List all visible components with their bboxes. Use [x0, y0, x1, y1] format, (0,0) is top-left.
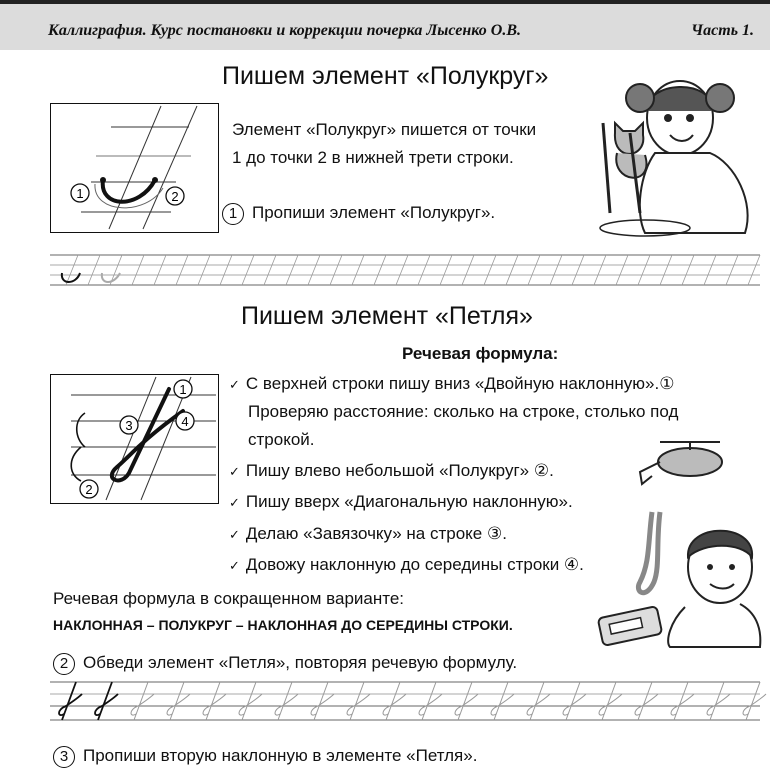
task2: [53, 648, 517, 677]
section1-title: Пишем элемент «Полукруг»: [222, 62, 549, 90]
formula-step-1: [229, 369, 674, 399]
task1-text: Пропиши элемент «Полукруг».: [252, 203, 496, 222]
formula-step-1-text: С верхней строки пишу вниз «Двойную наклонную».①: [245, 374, 675, 393]
short-formula-label: Речевая формула в сокращенном варианте:: [53, 589, 405, 608]
practice-line-1: [50, 253, 760, 287]
point-2-label: 2: [171, 189, 179, 204]
formula-step-2: [229, 456, 554, 486]
formula-step-5: [229, 550, 584, 580]
check-icon: ✓: [229, 558, 240, 573]
check-icon: ✓: [229, 495, 240, 510]
header-book-title: Каллиграфия. Курс постановки и коррекции почерка Лысенко О.В.: [48, 22, 521, 39]
check-icon: ✓: [229, 464, 240, 479]
formula-step-5-text: Довожу наклонную до середины строки ④.: [245, 555, 584, 574]
header-part: Часть 1.: [691, 22, 754, 39]
loop-diagram: [50, 374, 219, 504]
boy-with-helicopter-illustration: [590, 432, 765, 647]
loop-point-1: 1: [179, 382, 187, 397]
semicircle-diagram-drawing: [51, 104, 218, 232]
task3-number: 3: [53, 746, 75, 768]
formula-heading: Речевая формула:: [402, 344, 559, 363]
semicircle-description-2: 1 до точки 2 в нижней трети строки.: [232, 148, 514, 167]
formula-step-4-text: Делаю «Завязочку» на строке ③.: [245, 524, 507, 543]
loop-point-4: 4: [181, 414, 189, 429]
formula-step-3: [229, 487, 573, 517]
task2-text: Обведи элемент «Петля», повторяя речевую формулу.: [83, 653, 518, 672]
semicircle-diagram: [50, 103, 219, 233]
formula-step-1-cont: Проверяю расстояние: сколько на строке, столько под: [248, 402, 679, 421]
short-formula: НАКЛОННАЯ – ПОЛУКРУГ – НАКЛОННАЯ ДО СЕРЕДИНЫ СТРОКИ.: [53, 617, 513, 633]
loop-point-3: 3: [125, 418, 133, 433]
task3-text: Пропиши вторую наклонную в элементе «Петля».: [83, 746, 478, 765]
section2-title: Пишем элемент «Петля»: [241, 302, 533, 330]
girl-with-cat-illustration: [585, 63, 760, 238]
task1: [222, 198, 495, 227]
semicircle-description-1: Элемент «Полукруг» пишется от точки: [232, 120, 537, 139]
formula-step-3-text: Пишу вверх «Диагональную наклонную».: [245, 492, 573, 511]
check-icon: ✓: [229, 377, 240, 392]
task3: [53, 741, 477, 770]
formula-step-2-text: Пишу влево небольшой «Полукруг» ②.: [245, 461, 554, 480]
loop-point-2: 2: [85, 482, 93, 497]
loop-diagram-drawing: [51, 375, 218, 503]
practice-line-2: [50, 680, 760, 722]
formula-step-1-cont2: строкой.: [248, 430, 315, 449]
formula-step-4: [229, 519, 507, 549]
task1-number: 1: [222, 203, 244, 225]
task2-number: 2: [53, 653, 75, 675]
check-icon: ✓: [229, 527, 240, 542]
point-1-label: 1: [76, 186, 84, 201]
